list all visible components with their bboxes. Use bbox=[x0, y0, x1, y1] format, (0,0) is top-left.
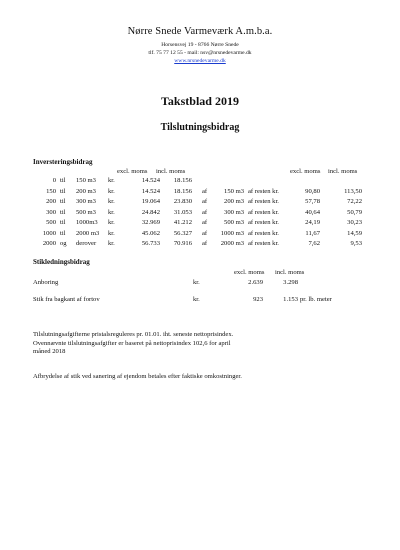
cell-step: 500 m3 bbox=[224, 219, 244, 226]
cell-excl-moms-rate: 57,78 bbox=[305, 198, 320, 205]
cell-step: 150 m3 bbox=[224, 187, 244, 195]
stik-col-header-incl-moms: incl. moms bbox=[275, 269, 305, 276]
cell-step: 300 m3 bbox=[224, 208, 244, 216]
cell-separator: til bbox=[60, 187, 66, 195]
cell-unit: kr. bbox=[108, 208, 115, 216]
cell-step: 2000 m3 bbox=[220, 240, 244, 247]
cell-unit: kr. bbox=[193, 296, 200, 303]
col-header-excl-moms-rate: excl. moms bbox=[290, 168, 321, 175]
cell-incl-moms: 3.298 bbox=[283, 279, 298, 286]
cell-incl-moms: 1.153 bbox=[283, 296, 298, 303]
cell-unit: kr. bbox=[193, 279, 200, 286]
cell-separator: til bbox=[60, 208, 66, 216]
cell-excl-moms-rate: 11,67 bbox=[305, 229, 320, 237]
cell-incl-moms: 56.327 bbox=[173, 229, 192, 237]
cell-from: 300 bbox=[46, 208, 56, 216]
cell-unit: kr. bbox=[108, 177, 115, 184]
afbrydelse-note: Afbrydelse af stik ved sanering af ejendom betales efter faktiske omkostninger. bbox=[33, 373, 242, 380]
stikledning-heading: Stikledningsbidrag bbox=[33, 258, 90, 266]
cell-rest: af resten kr. bbox=[248, 187, 279, 195]
cell-to: 200 m3 bbox=[76, 187, 96, 195]
cell-af: af bbox=[202, 198, 208, 205]
cell-from: 0 bbox=[52, 177, 56, 184]
cell-from: 2000 bbox=[42, 240, 56, 247]
cell-rest: af resten kr. bbox=[248, 229, 279, 237]
cell-separator: til bbox=[60, 198, 66, 205]
index-note bbox=[33, 331, 353, 357]
document-title: Takstblad 2019 bbox=[161, 94, 239, 108]
cell-from: 200 bbox=[46, 198, 56, 205]
cell-rest: af resten kr. bbox=[248, 240, 279, 247]
investering-heading: Inversteringsbidrag bbox=[33, 158, 93, 166]
cell-separator: til bbox=[60, 219, 66, 226]
cell-excl-moms: 56.733 bbox=[141, 240, 160, 247]
cell-incl-moms-rate: 50,79 bbox=[347, 208, 362, 216]
cell-excl-moms-rate: 90,80 bbox=[305, 187, 320, 195]
cell-excl-moms: 923 bbox=[253, 296, 263, 303]
company-website-link[interactable]: www.nrsnedevarme.dk bbox=[174, 58, 226, 64]
cell-label: Stik fra bagkant af fortov bbox=[33, 296, 100, 303]
cell-to: derover bbox=[76, 240, 97, 247]
cell-from: 500 bbox=[46, 219, 56, 226]
cell-excl-moms: 14.524 bbox=[141, 187, 160, 195]
index-note-line: Tilslutningsafgifterne pristalsreguleres pr. 01.01. iht. seneste nettoprisindex. bbox=[33, 331, 234, 338]
section-title: Tilslutningsbidrag bbox=[160, 122, 240, 133]
cell-af: af bbox=[202, 229, 208, 237]
cell-to: 2000 m3 bbox=[76, 229, 100, 237]
cell-separator: til bbox=[60, 229, 66, 237]
col-header-incl-moms-rate: incl. moms bbox=[328, 168, 358, 175]
cell-label: Anboring bbox=[33, 279, 59, 286]
cell-step: 1000 m3 bbox=[220, 229, 244, 237]
cell-incl-moms-rate: 113,50 bbox=[344, 187, 362, 195]
cell-unit: kr. bbox=[108, 187, 115, 195]
company-contact: tlf. 75 77 12 55 - mail: nsv@nrsnedevarme.dk bbox=[148, 50, 252, 56]
cell-excl-moms: 32.969 bbox=[141, 219, 160, 226]
cell-to: 150 m3 bbox=[76, 177, 96, 184]
cell-excl-moms: 45.062 bbox=[141, 229, 160, 237]
cell-unit: kr. bbox=[108, 219, 115, 226]
cell-incl-moms: 18.156 bbox=[173, 187, 192, 195]
cell-rest: af resten kr. bbox=[248, 219, 279, 226]
cell-rest: af resten kr. bbox=[248, 208, 279, 216]
index-note-line: måned 2018 bbox=[33, 348, 66, 356]
cell-from: 1000 bbox=[42, 229, 56, 237]
cell-excl-moms: 2.639 bbox=[248, 279, 263, 286]
cell-incl-moms-rate: 9,53 bbox=[350, 240, 362, 247]
cell-af: af bbox=[202, 240, 208, 247]
cell-to: 300 m3 bbox=[76, 198, 96, 205]
cell-af: af bbox=[202, 187, 208, 195]
cell-incl-moms: 18.156 bbox=[173, 177, 192, 184]
cell-excl-moms: 19.064 bbox=[141, 198, 160, 205]
cell-rest: af resten kr. bbox=[248, 198, 279, 205]
cell-excl-moms-rate: 40,64 bbox=[305, 208, 320, 216]
cell-excl-moms-rate: 7,62 bbox=[308, 240, 320, 247]
cell-excl-moms: 24.842 bbox=[141, 208, 160, 216]
cell-excl-moms-rate: 24,19 bbox=[305, 219, 320, 226]
company-address: Horsensvej 19 - 8766 Nørre Snede bbox=[161, 42, 239, 48]
cell-unit: kr. bbox=[108, 240, 115, 247]
cell-af: af bbox=[202, 208, 208, 216]
cell-incl-moms: 41.212 bbox=[173, 219, 192, 226]
cell-unit: kr. bbox=[108, 198, 115, 205]
cell-to: 500 m3 bbox=[76, 208, 96, 216]
cell-incl-moms: 31.053 bbox=[173, 208, 192, 216]
cell-step: 200 m3 bbox=[224, 198, 244, 205]
cell-separator: og bbox=[60, 240, 67, 247]
cell-suffix: pr. lb. meter bbox=[300, 296, 332, 303]
cell-from: 150 bbox=[46, 187, 56, 195]
cell-incl-moms-rate: 30,23 bbox=[347, 219, 362, 226]
cell-unit: kr. bbox=[108, 229, 115, 237]
cell-af: af bbox=[202, 219, 208, 226]
cell-incl-moms: 23.830 bbox=[173, 198, 192, 205]
cell-excl-moms: 14.524 bbox=[141, 177, 160, 184]
cell-incl-moms-rate: 72,22 bbox=[347, 198, 362, 205]
col-header-excl-moms: excl. moms bbox=[117, 168, 148, 175]
cell-incl-moms-rate: 14,59 bbox=[347, 229, 362, 237]
cell-incl-moms: 70.916 bbox=[173, 240, 192, 247]
index-note-line: Ovennævnte tilslutningsafgifter er baseret på nettoprisindex 102,6 for april bbox=[33, 339, 231, 347]
cell-to: 1000m3 bbox=[76, 219, 98, 226]
stik-col-header-excl-moms: excl. moms bbox=[234, 269, 265, 276]
col-header-incl-moms: incl. moms bbox=[156, 168, 186, 175]
company-name: Nørre Snede Varmeværk A.m.b.a. bbox=[127, 26, 273, 37]
cell-separator: til bbox=[60, 177, 66, 184]
